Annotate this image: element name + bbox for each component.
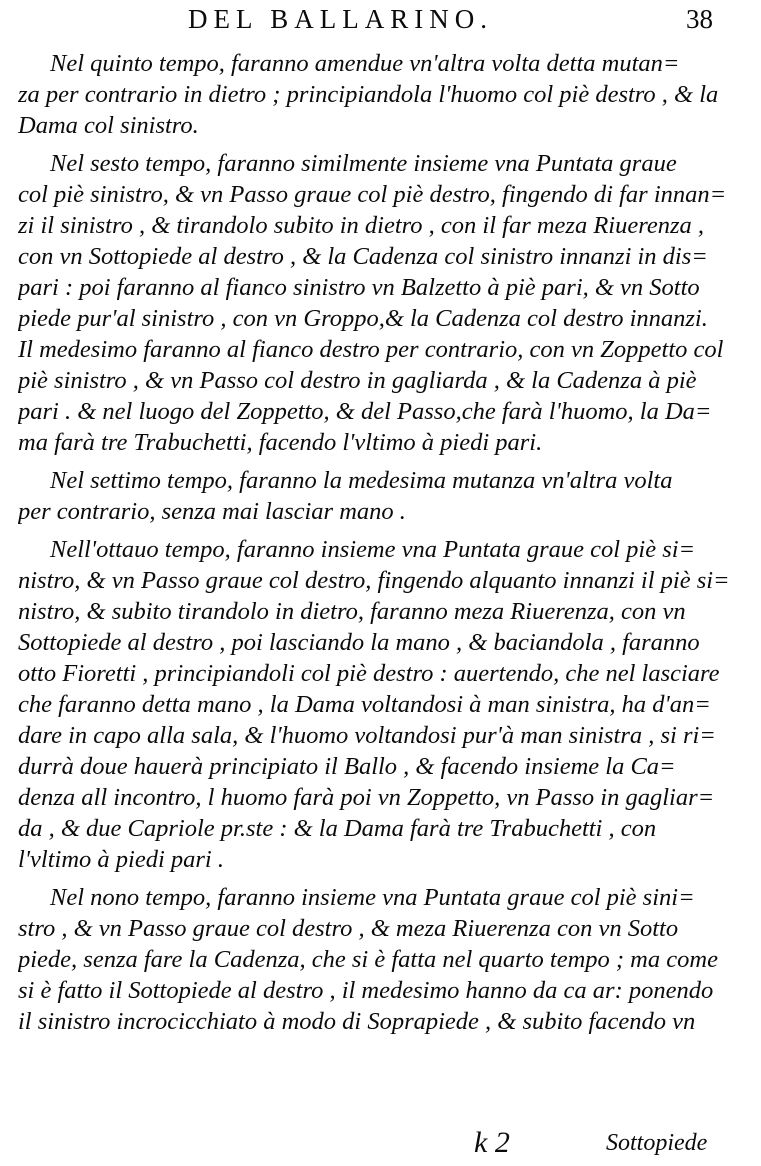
text-line: Nell'ottauo tempo, faranno insieme vna Puntata graue col piè si= (50, 536, 696, 563)
text-line: Nel quinto tempo, faranno amendue vn'altra volta detta mutan= (50, 50, 680, 77)
text-line: piè sinistro , & vn Passo col destro in gagliarda , & la Cadenza à piè (18, 367, 697, 394)
text-line: durrà doue hauerà principiato il Ballo , & facendo insieme la Ca= (18, 753, 676, 780)
text-line: per contrario, senza mai lasciar mano . (18, 498, 406, 525)
text-line: ma farà tre Trabuchetti, facendo l'vltimo à piedi pari. (18, 429, 543, 456)
text-line: Il medesimo faranno al fianco destro per contrario, con vn Zoppetto col (18, 336, 724, 363)
text-line: stro , & vn Passo graue col destro , & meza Riuerenza con vn Sotto (18, 915, 679, 942)
paragraph (18, 534, 740, 875)
text-line: pari . & nel luogo del Zoppetto, & del Passo,che farà l'huomo, la Da= (18, 398, 712, 425)
text-line: col piè sinistro, & vn Passo graue col piè destro, fingendo di far innan= (18, 181, 727, 208)
text-line: piede, senza fare la Cadenza, che si è fatta nel quarto tempo ; ma come (18, 946, 718, 973)
text-line: za per contrario in dietro ; principiandola l'huomo col piè destro , & la (18, 81, 719, 108)
text-line: con vn Sottopiede al destro , & la Cadenza col sinistro innanzi in dis= (18, 243, 708, 270)
text-line: Dama col sinistro. (18, 112, 199, 139)
text-line: otto Fioretti , principiandoli col piè destro : auertendo, che nel lasciare (18, 660, 720, 687)
catchword: Sottopiede (606, 1130, 708, 1156)
text-line: pari : poi faranno al fianco sinistro vn Balzetto à piè pari, & vn Sotto (18, 274, 700, 301)
page-number: 38 (686, 4, 713, 34)
text-line: dare in capo alla sala, & l'huomo voltandosi pur'à man sinistra , si ri= (18, 722, 716, 749)
paragraph (18, 882, 740, 1037)
text-line: che faranno detta mano , la Dama voltandosi à man sinistra, ha d'an= (18, 691, 711, 718)
page-footer (0, 1126, 761, 1166)
body-text (18, 48, 740, 1037)
text-line: da , & due Capriole pr.ste : & la Dama farà tre Trabuchetti , con (18, 815, 657, 842)
text-line: Nel nono tempo, faranno insieme vna Puntata graue col piè sini= (50, 884, 695, 911)
paragraph (18, 48, 740, 141)
text-line: denza all incontro, l huomo farà poi vn Zoppetto, vn Passo in gagliar= (18, 784, 715, 811)
text-line: nistro, & vn Passo graue col destro, fingendo alquanto innanzi il piè si= (18, 567, 730, 594)
text-line: Nel sesto tempo, faranno similmente insieme vna Puntata graue (50, 150, 677, 177)
text-line: il sinistro incrocicchiato à modo di Soprapiede , & subito facendo vn (18, 1008, 696, 1035)
text-line: l'vltimo à piedi pari . (18, 846, 224, 873)
page-header (0, 4, 761, 40)
text-line: zi il sinistro , & tirandolo subito in dietro , con il far meza Riuerenza , (18, 212, 705, 239)
text-line: piede pur'al sinistro , con vn Groppo,& la Cadenza col destro innanzi. (18, 305, 708, 332)
paragraph (18, 465, 740, 527)
text-line: Sottopiede al destro , poi lasciando la mano , & baciandola , faranno (18, 629, 700, 656)
paragraph (18, 148, 740, 458)
running-head: DEL BALLARINO. (188, 4, 493, 34)
signature-mark: k 2 (474, 1126, 510, 1159)
text-line: nistro, & subito tirandolo in dietro, faranno meza Riuerenza, con vn (18, 598, 686, 625)
text-line: Nel settimo tempo, faranno la medesima mutanza vn'altra volta (50, 467, 673, 494)
text-line: si è fatto il Sottopiede al destro , il medesimo hanno da ca ar: ponendo (18, 977, 714, 1004)
